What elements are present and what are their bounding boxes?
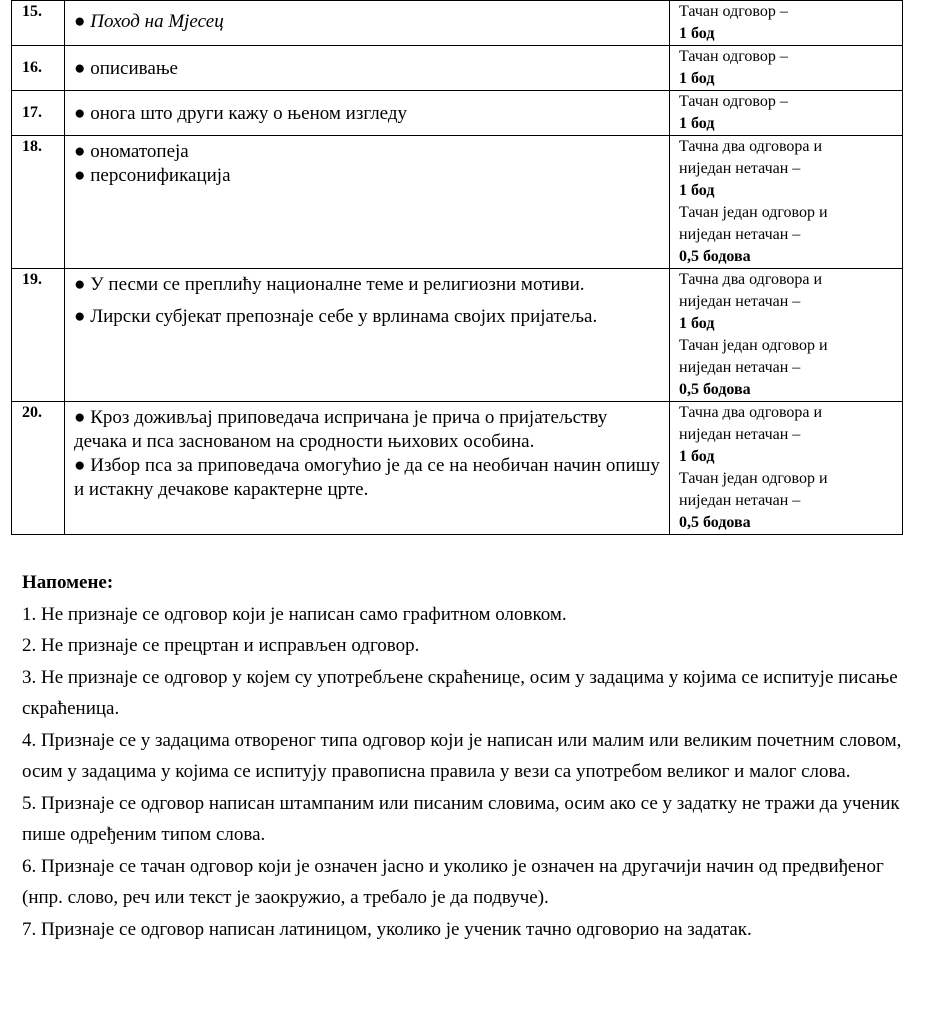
points-value: 0,5 бодова <box>679 381 751 398</box>
points-cell <box>670 402 903 535</box>
answer-text: ● Кроз доживљај приповедача испричана је прича о пријатељству дечака и пса заснованом на сродности њихових особина. <box>74 407 608 452</box>
task-number: 16. <box>12 46 65 91</box>
points-line: Тачан одговор – <box>679 93 788 110</box>
points-line: Тачан одговор – <box>679 48 788 65</box>
note-item: 3. Не признаје се одговор у којем су употребљене скраћенице, осим у задацима у којима се испитује писање скраћеница. <box>22 666 898 719</box>
points-line: ниједан нетачан – <box>679 293 801 310</box>
note-item: 5. Признаје се одговор написан штампаним или писаним словима, осим ако се у задатку не тражи да ученик пише одређеним типом слова. <box>22 792 900 845</box>
task-number: 20. <box>12 402 65 535</box>
note-item: 1. Не признаје се одговор који је написан само графитном оловком. <box>22 603 567 625</box>
points-value: 1 бод <box>679 115 715 132</box>
task-number: 19. <box>12 269 65 402</box>
table-row <box>12 91 903 136</box>
task-number: 18. <box>12 136 65 269</box>
table-row <box>12 269 903 402</box>
points-line: ниједан нетачан – <box>679 492 801 509</box>
answer-cell <box>65 91 670 136</box>
notes-section <box>22 567 922 945</box>
points-line: ниједан нетачан – <box>679 359 801 376</box>
points-line: Тачна два одговора и <box>679 404 823 421</box>
answer-key-table <box>11 0 903 535</box>
points-line: ниједан нетачан – <box>679 226 801 243</box>
note-item: 4. Признаје се у задацима отвореног типа одговор који је написан или малим или великим почетним словом, осим у задацима у којима се испитују правописна правила у вези са употребом великог и малог слова. <box>22 729 902 782</box>
answer-cell <box>65 136 670 269</box>
points-value: 1 бод <box>679 315 715 332</box>
points-cell <box>670 269 903 402</box>
points-line: ниједан нетачан – <box>679 160 801 177</box>
points-cell <box>670 136 903 269</box>
points-value: 1 бод <box>679 70 715 87</box>
points-line: Тачна два одговора и <box>679 271 823 288</box>
points-value: 0,5 бодова <box>679 248 751 265</box>
notes-title: Напомене: <box>22 572 114 593</box>
answer-text: ● Избор пса за приповедача омогућио је да се на необичан начин опишу и истакну дечакове карактерне црте. <box>74 455 660 500</box>
points-line: Тачан одговор – <box>679 3 788 20</box>
answer-cell <box>65 269 670 402</box>
answer-text: ● описивање <box>74 58 178 79</box>
points-value: 0,5 бодова <box>679 514 751 531</box>
answer-cell <box>65 46 670 91</box>
table-row <box>12 46 903 91</box>
points-line: Тачна два одговора и <box>679 138 823 155</box>
points-line: Тачан један одговор и <box>679 337 828 354</box>
points-line: Тачан један одговор и <box>679 470 828 487</box>
task-number: 17. <box>12 91 65 136</box>
answer-text: ● ономатопеја <box>74 141 189 162</box>
note-item: 2. Не признаје се прецртан и исправљен одговор. <box>22 635 420 656</box>
answer-cell <box>65 1 670 46</box>
answer-text: ● У песми се преплићу националне теме и религиозни мотиви. <box>74 274 585 295</box>
points-cell <box>670 46 903 91</box>
table-row <box>12 136 903 269</box>
table-row <box>12 402 903 535</box>
answer-text: ● Лирски субјекат препознаје себе у врлинама својих пријатеља. <box>74 306 598 327</box>
note-item: 7. Признаје се одговор написан латиницом, уколико је ученик тачно одговорио на задатак. <box>22 918 752 940</box>
answer-text: ● персонификација <box>74 165 231 186</box>
points-cell <box>670 1 903 46</box>
answer-text: ● Поход на Мјесец <box>74 11 224 32</box>
points-value: 1 бод <box>679 25 715 42</box>
answer-text: ● онога што други кажу о њеном изгледу <box>74 103 408 124</box>
points-line: Тачан један одговор и <box>679 204 828 221</box>
table-row <box>12 1 903 46</box>
note-item: 6. Признаје се тачан одговор који је означен јасно и уколико је означен на другачији начин од предвиђеног (нпр. слово, реч или текст је заокружио, а требало је да подвуче). <box>22 855 884 908</box>
points-line: ниједан нетачан – <box>679 426 801 443</box>
points-value: 1 бод <box>679 448 715 465</box>
answer-cell <box>65 402 670 535</box>
points-value: 1 бод <box>679 182 715 199</box>
points-cell <box>670 91 903 136</box>
task-number: 15. <box>12 1 65 46</box>
